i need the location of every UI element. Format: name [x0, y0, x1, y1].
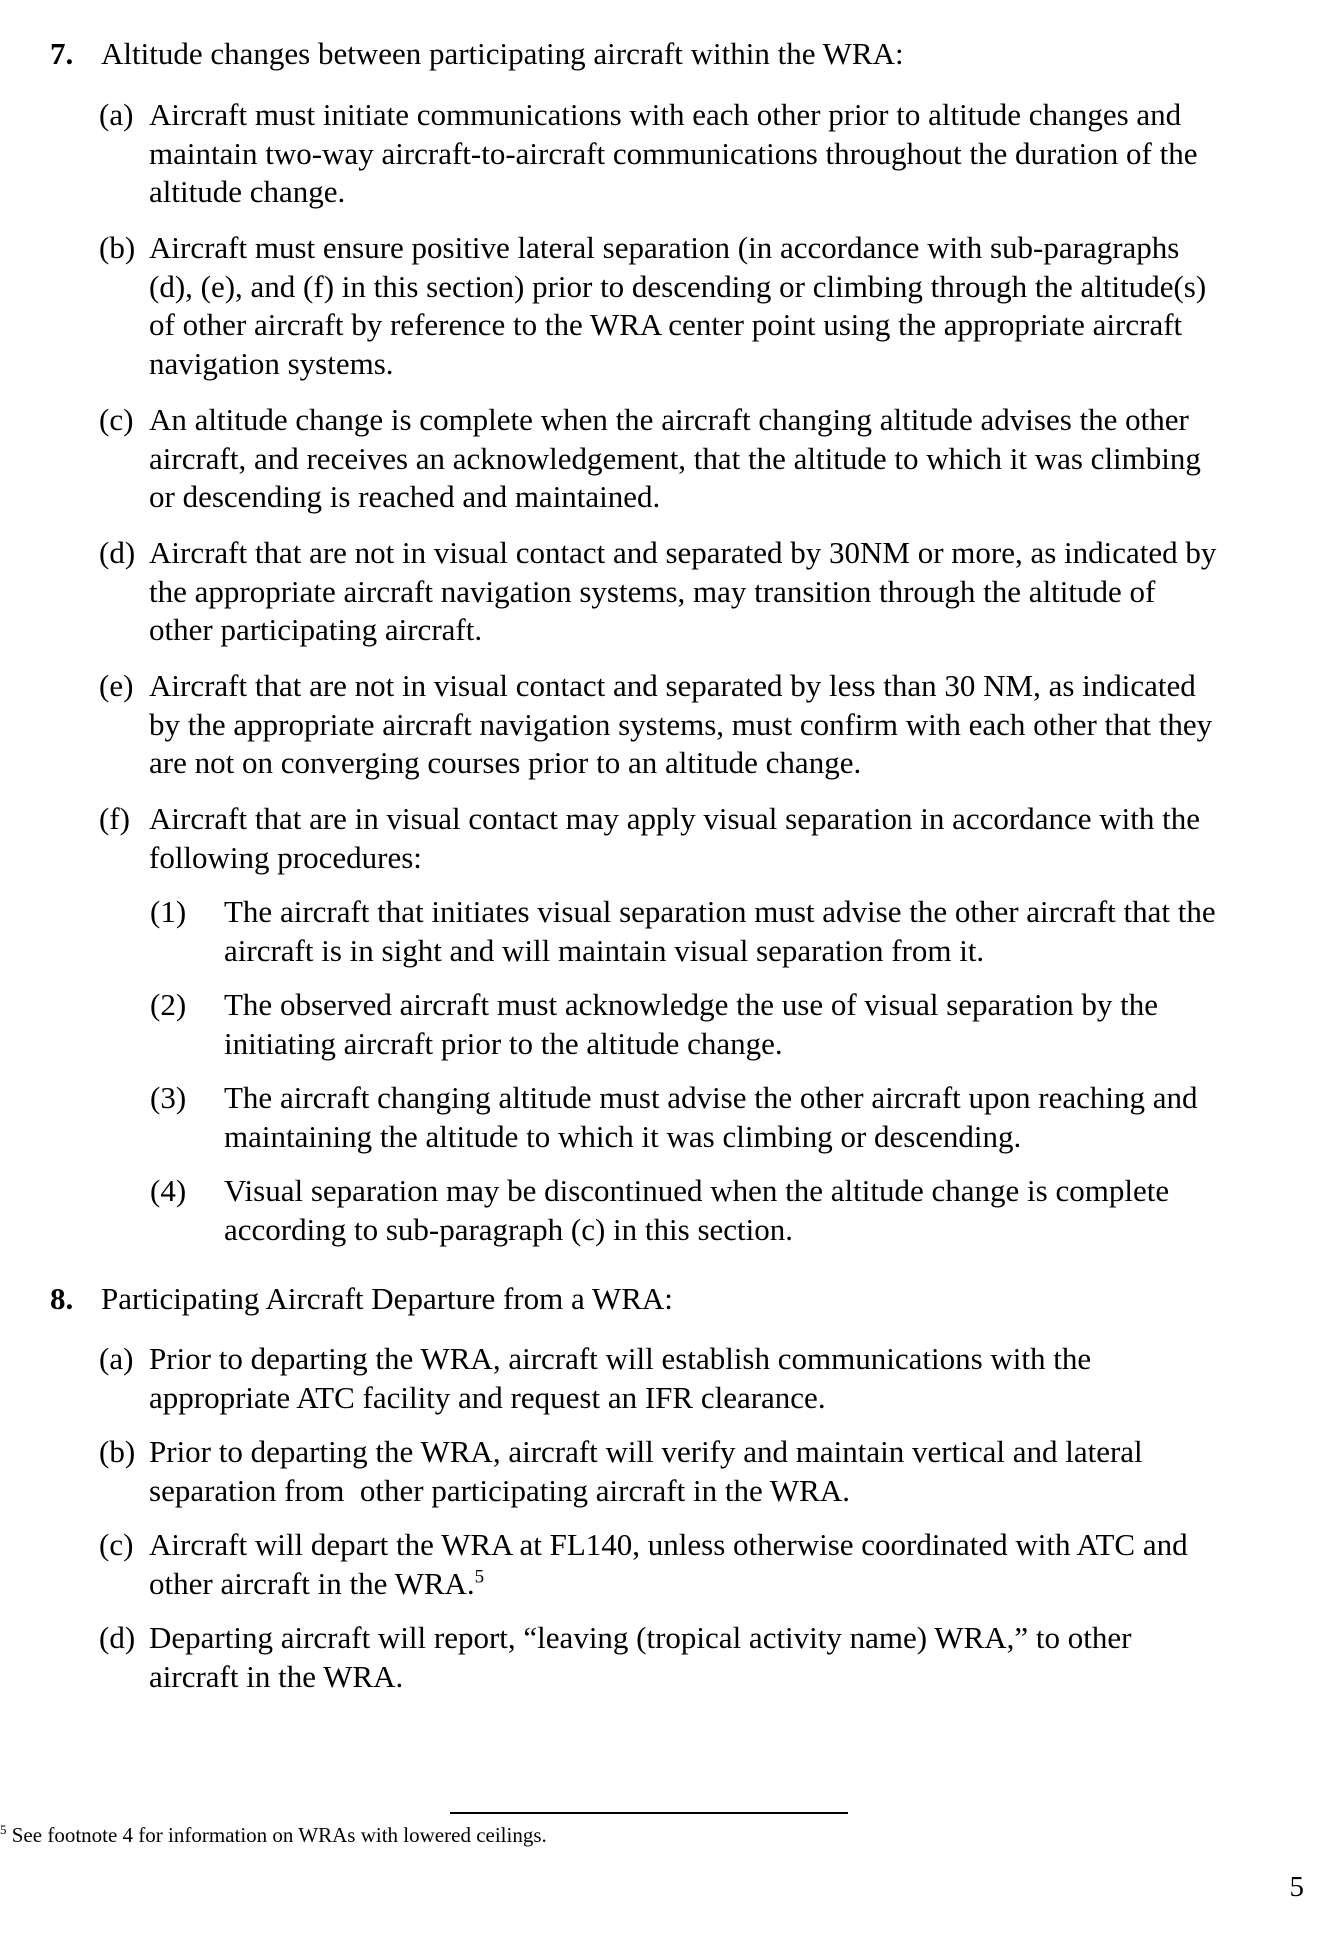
page-number: 5: [1289, 1871, 1304, 1903]
subitem-line: The aircraft changing altitude must advise the other aircraft upon reaching and: [224, 1080, 1198, 1115]
item-line: by the appropriate aircraft navigation systems, must confirm with each other that they: [149, 706, 1213, 742]
section-8-heading: [50, 1280, 673, 1318]
item-label: (f): [99, 801, 130, 836]
footnote-marker: 5: [0, 1822, 7, 1837]
footnote-separator: [450, 1812, 848, 1814]
section-8-item-a: [99, 1340, 1091, 1417]
subitem-line: according to sub-paragraph (c) in this section.: [224, 1211, 794, 1247]
section-number: 7.: [50, 36, 74, 71]
item-line: Aircraft that are in visual contact may apply visual separation in accordance with the: [149, 801, 1201, 836]
section-8-item-d: [99, 1619, 1131, 1696]
section-7-item-f-sub-4: [150, 1172, 1169, 1249]
item-label: (a): [99, 97, 134, 132]
subitem-line: The observed aircraft must acknowledge the use of visual separation by the: [224, 987, 1158, 1022]
subitem-line: Visual separation may be discontinued when the altitude change is complete: [224, 1173, 1170, 1208]
section-title: Altitude changes between participating aircraft within the WRA:: [101, 36, 904, 71]
item-line: (d), (e), and (f) in this section) prior to descending or climbing through the altitude(s): [149, 268, 1207, 304]
subitem-line: initiating aircraft prior to the altitude change.: [224, 1025, 783, 1061]
item-label: (e): [99, 668, 134, 703]
item-line: Aircraft must ensure positive lateral separation (in accordance with sub-paragraphs: [149, 230, 1180, 265]
subitem-line: maintaining the altitude to which it was climbing or descending.: [224, 1118, 1022, 1154]
subitem-label: (1): [150, 894, 187, 929]
subitem-label: (2): [150, 987, 187, 1022]
item-line: aircraft, and receives an acknowledgement, that the altitude to which it was climbing: [149, 440, 1201, 476]
item-line: Aircraft that are not in visual contact and separated by 30NM or more, as indicated by: [149, 535, 1217, 570]
footnote-reference[interactable]: 5: [474, 1566, 485, 1588]
item-line: aircraft in the WRA.: [149, 1658, 404, 1694]
footnote-text: See footnote 4 for information on WRAs with lowered ceilings.: [11, 1823, 547, 1847]
subitem-line: aircraft is in sight and will maintain visual separation from it.: [224, 932, 985, 968]
section-7-item-f-sub-2: [150, 986, 1158, 1063]
item-label: (d): [99, 535, 136, 570]
section-title: Participating Aircraft Departure from a WRA:: [101, 1281, 673, 1316]
footnote: [0, 1822, 547, 1848]
section-number: 8.: [50, 1281, 74, 1316]
item-line: Prior to departing the WRA, aircraft will establish communications with the: [149, 1341, 1092, 1376]
item-line: maintain two-way aircraft-to-aircraft communications throughout the duration of the: [149, 135, 1198, 171]
section-8-item-b: [99, 1433, 1143, 1510]
item-line: Aircraft that are not in visual contact and separated by less than 30 NM, as indicated: [149, 668, 1196, 703]
item-line: appropriate ATC facility and request an IFR clearance.: [149, 1379, 826, 1415]
item-line: Aircraft must initiate communications with each other prior to altitude changes and: [149, 97, 1182, 132]
item-line: the appropriate aircraft navigation systems, may transition through the altitude of: [149, 573, 1156, 609]
section-7-item-e: [99, 667, 1212, 783]
section-7-item-f-sub-3: [150, 1079, 1198, 1156]
item-line: Prior to departing the WRA, aircraft will verify and maintain vertical and lateral: [149, 1434, 1143, 1469]
section-7-item-b: [99, 229, 1206, 383]
item-line: following procedures:: [149, 839, 422, 875]
subitem-label: (3): [150, 1080, 187, 1115]
item-line: Aircraft will depart the WRA at FL140, unless otherwise coordinated with ATC and: [149, 1527, 1188, 1562]
subitem-line: The aircraft that initiates visual separation must advise the other aircraft that the: [224, 894, 1216, 929]
item-line: An altitude change is complete when the aircraft changing altitude advises the other: [149, 402, 1189, 437]
item-line: altitude change.: [149, 174, 346, 209]
section-7-item-f-sub-1: [150, 893, 1216, 970]
item-label: (b): [99, 1434, 136, 1469]
section-7-item-a: [99, 96, 1197, 212]
item-line: navigation systems.: [149, 345, 394, 381]
subitem-label: (4): [150, 1173, 187, 1208]
item-line: other aircraft in the WRA.: [149, 1565, 475, 1601]
section-7-heading: [50, 35, 904, 73]
section-7-item-f: [99, 800, 1200, 877]
section-7-item-d: [99, 534, 1216, 650]
item-line: separation from other participating aircraft in the WRA.: [149, 1472, 850, 1508]
section-8-item-c: [99, 1526, 1188, 1603]
item-label: (b): [99, 230, 136, 265]
item-line: of other aircraft by reference to the WRA center point using the appropriate aircraft: [149, 307, 1183, 342]
item-label: (c): [99, 1527, 134, 1562]
item-label: (d): [99, 1620, 136, 1655]
item-line: Departing aircraft will report, “leaving (tropical activity name) WRA,” to other: [149, 1620, 1132, 1655]
item-label: (c): [99, 402, 134, 437]
item-line: or descending is reached and maintained.: [149, 479, 661, 514]
item-line: other participating aircraft.: [149, 612, 483, 647]
item-line: are not on converging courses prior to an altitude change.: [149, 745, 862, 780]
section-7-item-c: [99, 401, 1201, 517]
item-label: (a): [99, 1341, 134, 1376]
